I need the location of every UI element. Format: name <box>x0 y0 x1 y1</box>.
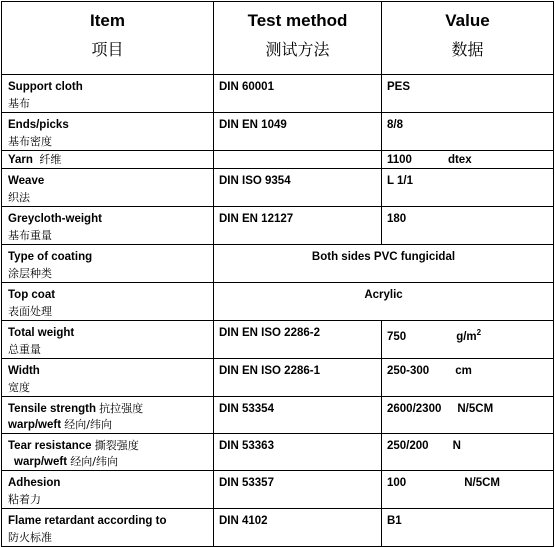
value-number: 100 <box>387 477 407 489</box>
item-label-en: Adhesion <box>8 477 61 489</box>
value-cell <box>382 397 554 434</box>
item-label-cn: 表面处理 <box>8 305 52 318</box>
value-text <box>382 434 553 454</box>
item-cell <box>2 113 214 151</box>
method-cell <box>214 75 382 113</box>
item-cell <box>2 169 214 207</box>
item-label-en: Tensile strength <box>8 403 96 415</box>
item-label-en: Tear resistance <box>8 440 92 452</box>
row-ends-picks <box>2 113 554 151</box>
header-method-en: Test method <box>247 11 348 30</box>
value-unit: N/5CM <box>464 477 500 489</box>
method-value: DIN 4102 <box>219 515 268 527</box>
item-cell <box>2 509 214 547</box>
method-cell <box>214 207 382 245</box>
value-number: 250-300 <box>387 365 430 377</box>
method-value: DIN EN 12127 <box>219 213 294 225</box>
item-label-cn: 抗拉强度 <box>99 402 144 415</box>
method-value: DIN 53354 <box>219 403 274 415</box>
value-cell <box>382 169 554 207</box>
value-text: L 1/1 <box>387 175 413 187</box>
header-value <box>382 2 554 75</box>
item-label-en: Type of coating <box>8 251 93 263</box>
row-tear-resistance <box>2 434 554 471</box>
row-flame-retardant <box>2 509 554 547</box>
item-sub-label-en: warp/weft <box>14 456 68 468</box>
value-unit: N/5CM <box>457 403 494 415</box>
item-label-cn: 防火标准 <box>8 531 52 544</box>
item-cell <box>2 434 214 471</box>
value-text <box>382 471 553 491</box>
value-cell <box>382 359 554 397</box>
method-value <box>214 151 381 152</box>
method-cell <box>214 509 382 547</box>
item-label-cn: 织法 <box>8 191 30 204</box>
item-label-cn: 基布 <box>8 97 30 110</box>
item-label-cn: 基布重量 <box>8 229 52 242</box>
value-number: 2600/2300 <box>387 403 442 415</box>
row-yarn <box>2 151 554 169</box>
value-cell <box>382 509 554 547</box>
item-cell <box>2 359 214 397</box>
value-unit: g/m <box>456 330 477 343</box>
item-label-cn: 涂层种类 <box>8 267 52 280</box>
row-top-coat <box>2 283 554 321</box>
header-item-en: Item <box>90 11 125 30</box>
item-label-en: Greycloth-weight <box>8 213 102 225</box>
value-text <box>382 359 553 379</box>
value-text: Acrylic <box>364 289 403 301</box>
value-text: PES <box>387 81 411 93</box>
value-cell <box>382 113 554 151</box>
method-cell <box>214 169 382 207</box>
item-sub-label <box>2 417 213 433</box>
header-method-cn: 测试方法 <box>265 40 330 59</box>
value-number: 250/200 <box>387 440 429 452</box>
method-value: DIN EN ISO 2286-2 <box>219 327 320 339</box>
row-total-weight <box>2 321 554 359</box>
item-label-en: Total weight <box>8 327 75 339</box>
item-cell <box>2 245 214 283</box>
row-greycloth-weight <box>2 207 554 245</box>
value-text: 8/8 <box>387 119 403 131</box>
method-value: DIN ISO 9354 <box>219 175 291 187</box>
item-sub-label-cn: 经向/纬向 <box>64 418 112 431</box>
item-label-cn: 纤维 <box>39 153 62 166</box>
item-cell <box>2 75 214 113</box>
item-label-cn: 撕裂强度 <box>94 439 139 452</box>
method-value: DIN 53357 <box>219 477 274 489</box>
method-cell <box>214 397 382 434</box>
item-label <box>2 397 213 417</box>
value-unit-superscript: 2 <box>476 328 482 337</box>
item-label <box>2 434 213 454</box>
item-cell <box>2 397 214 434</box>
row-adhesion <box>2 471 554 509</box>
item-label-cn: 基布密度 <box>8 135 52 148</box>
method-cell <box>214 434 382 471</box>
header-row <box>2 2 554 75</box>
method-value: DIN 60001 <box>219 81 274 93</box>
value-cell <box>382 434 554 471</box>
item-label-en: Width <box>8 365 40 377</box>
value-text <box>382 151 553 168</box>
item-sub-label-cn: 经向/纬向 <box>70 455 118 468</box>
value-cell <box>382 207 554 245</box>
row-type-of-coating <box>2 245 554 283</box>
value-cell <box>382 151 554 169</box>
row-support-cloth <box>2 75 554 113</box>
merged-value-cell <box>214 283 554 321</box>
value-text: B1 <box>387 515 402 527</box>
merged-value-cell <box>214 245 554 283</box>
method-cell <box>214 151 382 169</box>
item-sub-label <box>2 454 213 470</box>
header-method <box>214 2 382 75</box>
method-value: DIN EN 1049 <box>219 119 287 131</box>
method-cell <box>214 359 382 397</box>
header-value-en: Value <box>445 11 490 30</box>
header-value-cn: 数据 <box>451 40 484 59</box>
value-cell <box>382 75 554 113</box>
item-cell <box>2 471 214 509</box>
value-text <box>382 321 553 345</box>
row-weave <box>2 169 554 207</box>
value-text: Both sides PVC fungicidal <box>311 251 456 263</box>
value-cell <box>382 321 554 359</box>
item-label-en: Weave <box>8 175 45 187</box>
item-label-en: Yarn <box>8 154 33 166</box>
header-item <box>2 2 214 75</box>
item-label <box>2 151 213 168</box>
value-number: 750 <box>387 330 407 343</box>
row-width <box>2 359 554 397</box>
header-item-cn: 项目 <box>91 40 124 59</box>
value-unit: dtex <box>447 154 472 166</box>
item-label-en: Ends/picks <box>8 119 69 131</box>
value-cell <box>382 471 554 509</box>
method-cell <box>214 471 382 509</box>
item-sub-label-en: warp/weft <box>8 419 62 431</box>
item-label-en: Flame retardant according to <box>8 515 167 527</box>
item-label-en: Support cloth <box>8 81 83 93</box>
item-label-en: Top coat <box>8 289 56 301</box>
row-tensile-strength <box>2 397 554 434</box>
item-label-cn: 粘着力 <box>8 493 41 506</box>
method-cell <box>214 321 382 359</box>
value-text <box>382 397 553 417</box>
method-value: DIN 53363 <box>219 440 274 452</box>
item-cell <box>2 151 214 169</box>
item-cell <box>2 207 214 245</box>
value-unit: N <box>452 440 461 452</box>
item-label-cn: 总重量 <box>8 343 41 356</box>
item-cell <box>2 283 214 321</box>
value-text: 180 <box>387 213 407 225</box>
method-cell <box>214 113 382 151</box>
method-value: DIN EN ISO 2286-1 <box>219 365 320 377</box>
value-number: 1100 <box>387 154 412 166</box>
value-unit: cm <box>455 365 472 377</box>
item-label-cn: 宽度 <box>8 381 30 394</box>
item-cell <box>2 321 214 359</box>
specification-table <box>1 1 554 547</box>
